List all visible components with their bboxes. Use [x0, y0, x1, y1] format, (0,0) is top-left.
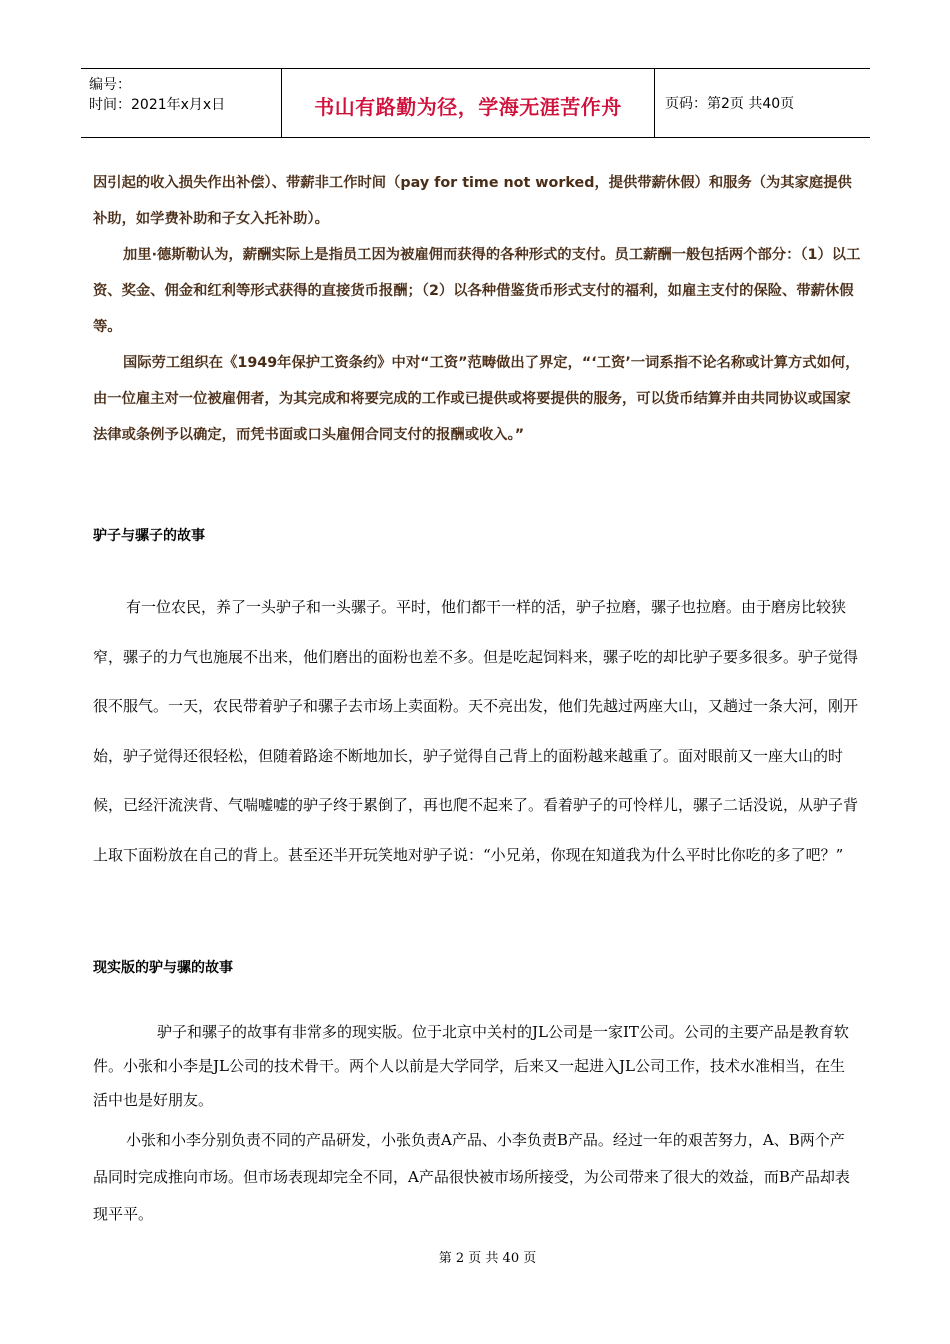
story1-section: [93, 583, 858, 880]
intro-section: [93, 165, 863, 453]
story2-paragraph-1: 驴子和骡子的故事有非常多的现实版。位于北京中关村的JL公司是一家IT公司。公司的主要产品是教育软件。小张和小李是JL公司的技术骨干。两个人以前是大学同学，后来又一起进入JL公司工作，技术水准相当，在生活中也是好朋友。: [93, 1023, 849, 1109]
intro-paragraph-1: 因引起的收入损失作出补偿）、带薪非工作时间（pay for time not worked，提供带薪休假）和服务（为其家庭提供补助，如学费补助和子女入托补助）。: [93, 175, 852, 227]
page-footer: 第 2 页 共 40 页: [438, 1251, 537, 1266]
story2-heading: 现实版的驴与骡的故事: [93, 960, 233, 976]
story1-heading: 驴子与骡子的故事: [93, 528, 205, 544]
header-motto: 书山有路勤为径，学海无涯苦作舟: [314, 94, 622, 119]
header-motto-cell: [282, 69, 655, 137]
page-header: [81, 68, 870, 138]
header-page-number: 页码：第2页 共40页: [665, 96, 795, 112]
intro-paragraph-3: 国际劳工组织在《1949年保护工资条约》中对“工资”范畴做出了界定，“‘工资’一词系指不论名称或计算方式如何，由一位雇主对一位被雇佣者，为其完成和将要完成的工作或已提供或将要提供的服务，可以货币结算并由共同协议或国家法律或条例予以确定，而凭书面或口头雇佣合同支付的报酬或收入。”: [93, 355, 860, 443]
intro-paragraph-2: 加里·德斯勒认为，薪酬实际上是指员工因为被雇佣而获得的各种形式的支付。员工薪酬一般包括两个部分：（1）以工资、奖金、佣金和红利等形式获得的直接货币报酬；（2）以各种借鉴货币形式支付的福利，如雇主支付的保险、带薪休假等。: [93, 247, 861, 335]
story1-body: 有一位农民，养了一头驴子和一头骡子。平时，他们都干一样的活，驴子拉磨，骡子也拉磨。由于磨房比较狭窄，骡子的力气也施展不出来，他们磨出的面粉也差不多。但是吃起饲料来，骡子吃的却比驴子要多很多。驴子觉得很不服气。一天，农民带着驴子和骡子去市场上卖面粉。天不亮出发，他们先越过两座大山，又趟过一条大河，刚开始，驴子觉得还很轻松，但随着路途不断地加长，驴子觉得自己背上的面粉越来越重了。面对眼前又一座大山的时候，已经汗流浃背、气喘嘘嘘的驴子终于累倒了，再也爬不起来了。看着驴子的可怜样儿，骡子二话没说，从驴子背上取下面粉放在自己的背上。甚至还半开玩笑地对驴子说：“小兄弟，你现在知道我为什么平时比你吃的多了吧？”: [93, 598, 859, 864]
document-number-label: 编号：: [89, 77, 131, 93]
header-meta: [81, 69, 282, 137]
story2-section: [93, 1015, 858, 1233]
story2-paragraph-2: 小张和小李分别负责不同的产品研发，小张负责A产品、小李负责B产品。经过一年的艰苦努力，A、B两个产品同时完成推向市场。但市场表现却完全不同，A产品很快被市场所接受，为公司带来了很大的效益，而B产品却表现平平。: [93, 1131, 850, 1223]
header-page-cell: [655, 69, 870, 137]
document-date: 时间：2021年x月x日: [89, 97, 226, 113]
